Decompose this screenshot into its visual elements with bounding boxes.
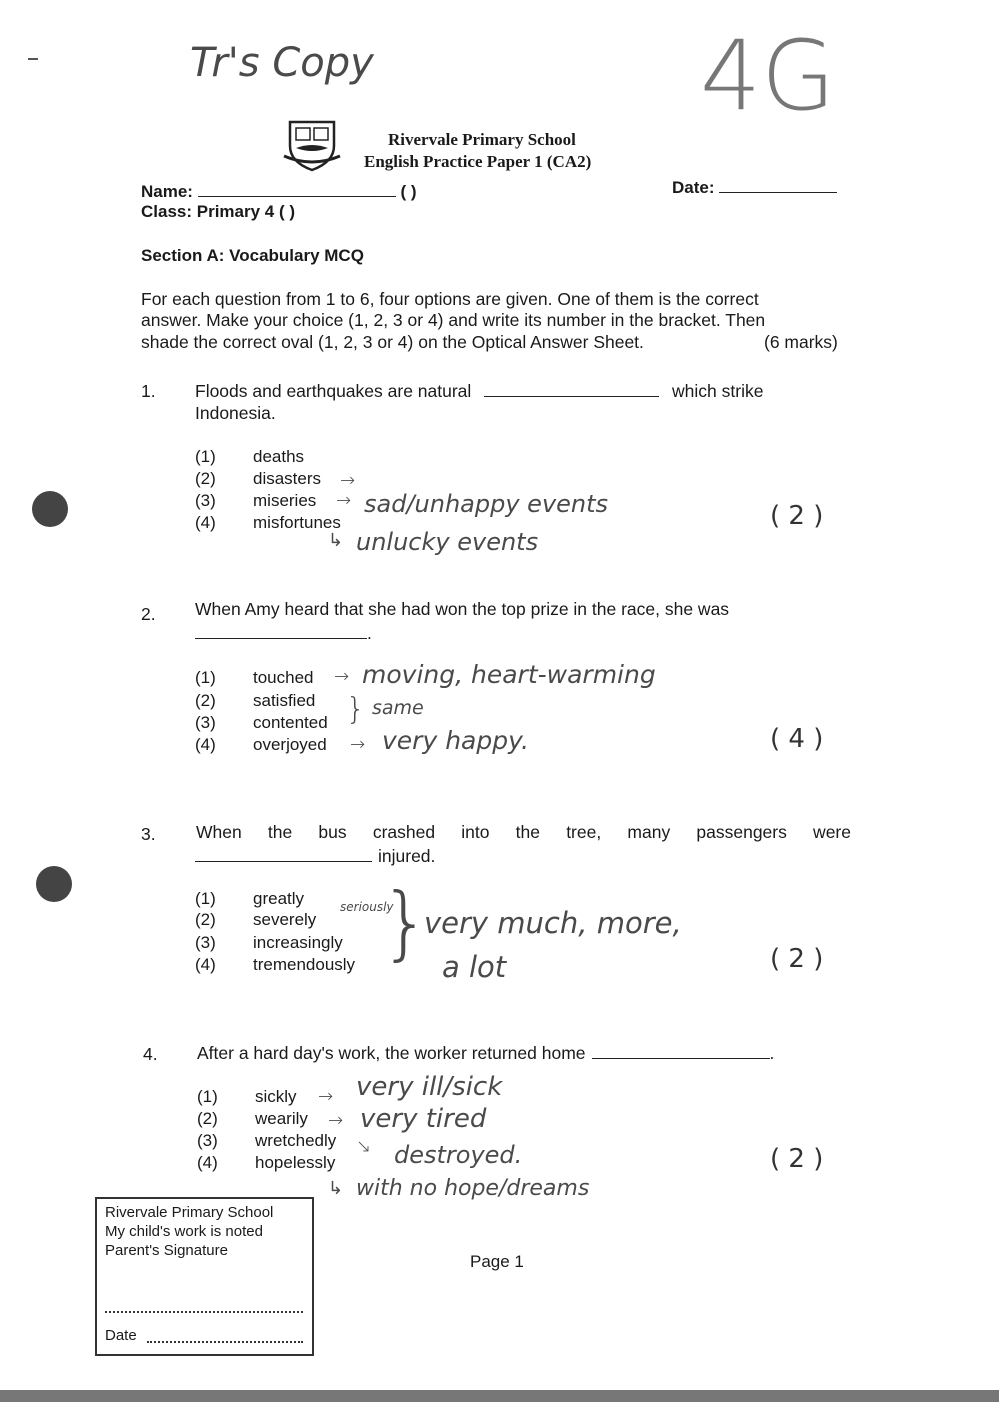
question-number: 4. (143, 1044, 158, 1064)
answer-bracket[interactable]: ( 2 ) (770, 501, 824, 531)
stamp-date-label: Date (105, 1327, 137, 1344)
answer-bracket[interactable]: ( 2 ) (770, 1144, 824, 1174)
option-1: (1) deaths (195, 447, 305, 466)
arrow-icon: → (334, 666, 350, 687)
stray-mark (28, 58, 38, 60)
stamp-noted: My child's work is noted (105, 1223, 263, 1240)
handwritten-note: seriously (340, 900, 394, 914)
arrow-icon: ↳ (328, 530, 344, 551)
section-instruction-1: For each question from 1 to 6, four options are given. One of them is the correct (141, 289, 759, 309)
option-4: (4) misfortunes (195, 513, 341, 532)
handwritten-note: unlucky events (356, 528, 539, 556)
section-marks: (6 marks) (764, 332, 838, 352)
section-title: Section A: Vocabulary MCQ (141, 246, 364, 265)
name-field[interactable] (141, 180, 416, 202)
page-number: Page 1 (470, 1252, 524, 1271)
paper-title: English Practice Paper 1 (CA2) (364, 152, 592, 171)
arrow-icon: → (336, 490, 352, 511)
stamp-school: Rivervale Primary School (105, 1204, 274, 1221)
date-field[interactable] (672, 176, 837, 198)
arrow-icon: → (328, 1110, 344, 1131)
option-2: (2) wearily (197, 1109, 308, 1128)
handwritten-note: moving, heart-warming (362, 660, 656, 689)
answer-bracket[interactable]: ( 2 ) (770, 944, 824, 974)
arrow-icon: → (350, 734, 366, 755)
option-4: (4) hopelessly (197, 1153, 336, 1172)
question-text: Floods and earthquakes are natural which strike (195, 381, 764, 401)
option-2: (2) disasters (195, 469, 322, 488)
scan-edge (0, 1390, 999, 1402)
brace-icon: } (380, 876, 431, 969)
question-text: After a hard day's work, the worker returned home . (197, 1043, 775, 1063)
question-number: 2. (141, 604, 156, 624)
handwritten-note: very much, more, (424, 906, 682, 940)
question-number: 3. (141, 824, 156, 844)
handwritten-note: a lot (442, 950, 507, 984)
answer-blank-line: . (195, 622, 372, 644)
option-3: (3) contented (195, 713, 328, 732)
option-1: (1) touched (195, 668, 314, 687)
section-instruction-2: answer. Make your choice (1, 2, 3 or 4) and write its number in the bracket. Then (141, 310, 766, 330)
school-name: Rivervale Primary School (388, 130, 576, 149)
option-4: (4) overjoyed (195, 735, 327, 754)
option-1: (1) sickly (197, 1087, 297, 1106)
option-3: (3) increasingly (195, 933, 343, 952)
option-3: (3) miseries (195, 491, 317, 510)
brace-icon: } (346, 692, 366, 727)
handwritten-note: very tired (360, 1104, 487, 1134)
answer-bracket[interactable]: ( 4 ) (770, 724, 824, 754)
date-blank[interactable] (719, 176, 837, 193)
option-4: (4) tremendously (195, 955, 356, 974)
punch-hole (32, 491, 68, 527)
arrow-icon: ↘ (356, 1136, 372, 1157)
handwritten-note: with no hope/dreams (356, 1176, 590, 1201)
handwritten-note: same (372, 697, 424, 719)
option-3: (3) wretchedly (197, 1131, 337, 1150)
class-code-note: 4G (700, 20, 836, 132)
section-instruction-3: shade the correct oval (1, 2, 3 or 4) on the Optical Answer Sheet. (141, 332, 644, 352)
name-label: Name: (141, 182, 193, 201)
school-crest-icon (282, 120, 342, 172)
option-2: (2) severely (195, 910, 317, 929)
name-blank[interactable] (198, 180, 396, 197)
punch-hole (36, 866, 72, 902)
question-text-cont: Indonesia. (195, 403, 276, 423)
arrow-icon: → (318, 1086, 334, 1107)
handwritten-note: sad/unhappy events (364, 490, 609, 518)
handwritten-note: very happy. (382, 726, 529, 755)
signature-line[interactable] (105, 1311, 303, 1313)
option-2: (2) satisfied (195, 691, 316, 710)
question-text: When the bus crashed into the tree, many passengers were (196, 822, 851, 842)
parent-signature-stamp (95, 1197, 314, 1356)
teacher-copy-note: Tr's Copy (190, 40, 374, 86)
arrow-icon: ↳ (328, 1178, 344, 1199)
question-text: When Amy heard that she had won the top prize in the race, she was (195, 599, 730, 619)
answer-blank (484, 380, 659, 397)
date-label: Date: (672, 178, 715, 197)
question-text-cont: injured. (195, 845, 435, 867)
handwritten-note: destroyed. (394, 1141, 523, 1169)
option-1: (1) greatly (195, 889, 305, 908)
arrow-icon: → (340, 470, 356, 491)
class-field[interactable]: Class: Primary 4 ( ) (141, 202, 296, 221)
question-number: 1. (141, 381, 156, 401)
stamp-signature-label: Parent's Signature (105, 1242, 228, 1259)
handwritten-note: very ill/sick (356, 1072, 503, 1102)
register-number-blank[interactable]: ( ) (400, 182, 417, 201)
stamp-date-line[interactable] (147, 1341, 303, 1343)
